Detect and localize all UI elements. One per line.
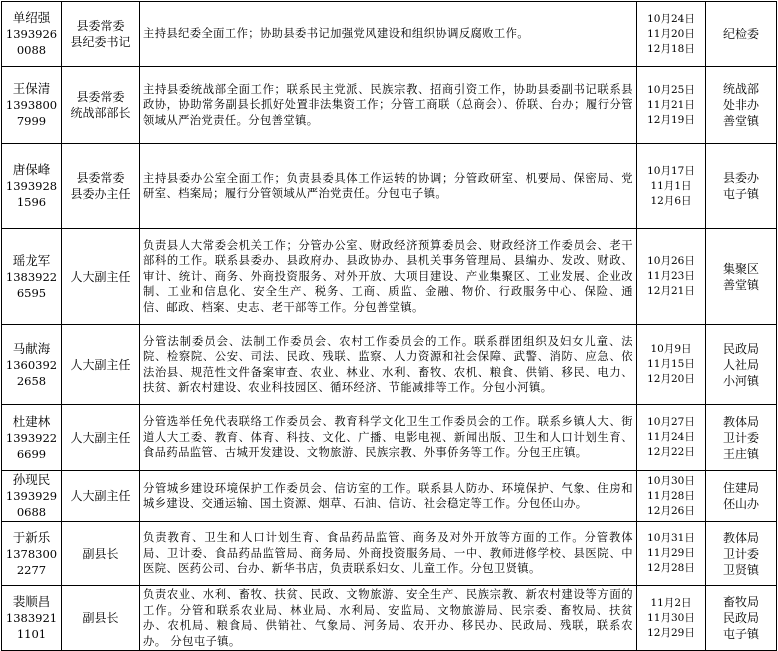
unit-line: 屯子镇: [722, 627, 759, 641]
duty-date: 11月29日: [647, 547, 695, 559]
official-name-cell: [2, 586, 62, 651]
unit-cell: [706, 144, 777, 229]
unit-cell: [706, 2, 777, 67]
phone-line-2: 1101: [16, 627, 47, 641]
post-line: 县委办主任: [70, 187, 131, 201]
phone-line-1: 1383922: [5, 269, 58, 284]
duty-date: 10月24日: [647, 12, 695, 25]
official-name-cell: [2, 522, 62, 586]
unit-line: 伾山办: [722, 497, 759, 511]
table-row: [2, 522, 777, 586]
duty-date: 12月19日: [647, 113, 695, 126]
unit-line: 纪检委: [722, 27, 759, 41]
duty-date: 11月2日: [650, 596, 692, 609]
unit-line: 卫贤镇: [722, 562, 759, 577]
unit-cell: [706, 325, 777, 405]
duties-cell: [140, 144, 637, 229]
post-line: 县委常委: [76, 171, 125, 185]
phone-line-1: 1393922: [5, 430, 58, 445]
duty-date: 11月24日: [647, 431, 695, 443]
duty-dates-cell: [637, 325, 706, 405]
official-name-cell: [2, 144, 62, 229]
unit-cell: [706, 67, 777, 144]
duties-cell: [140, 471, 637, 522]
duty-dates-cell: [637, 2, 706, 67]
duties-text: 分管选举任免代表联络工作委员会、教育科学文化卫生工作委员会的工作。联系乡镇人大、街道人大工委、教育、体育、科技、文化、广播、电影电视、新闻出版、卫生和人口计划生育、食品药品监管、古城开发建设、文物旅游、民族宗教、外事侨务等工作。分包王庄镇。: [143, 415, 633, 460]
post-line: 人大副主任: [70, 430, 131, 445]
duties-cell: [140, 325, 637, 405]
duty-date: 12月22日: [647, 446, 695, 458]
post-line: 副县长: [82, 611, 119, 625]
unit-line: 处非办: [722, 98, 759, 112]
unit-line: 民政局: [722, 611, 759, 625]
official-name-cell: [2, 67, 62, 144]
duty-date: 10月17日: [647, 164, 695, 177]
duty-date: 11月21日: [647, 98, 695, 111]
duties-text: 负责教育、卫生和人口计划生育、食品药品监管、商务及对外开放等方面的工作。分管教体局、卫计委、食品药品监管局、商务局、外商投资服务局、一中、教师进修学校、县医院、中医院、医药公司、台办、新华书店，负责联系妇女、儿童工作。分包卫贤镇。: [143, 531, 633, 576]
unit-line: 集聚区: [722, 261, 759, 276]
table-row: [2, 325, 777, 405]
post-line: 人大副主任: [70, 357, 131, 372]
table-row: [2, 2, 777, 67]
post-cell: [62, 2, 140, 67]
phone-line-2: 7999: [16, 114, 47, 128]
table-row: [2, 471, 777, 522]
table-row: [2, 144, 777, 229]
official-name: 瑶龙军: [12, 252, 51, 268]
unit-line: 卫计委: [722, 546, 759, 561]
unit-cell: [706, 586, 777, 651]
unit-line: 县委办: [722, 171, 759, 185]
official-name-cell: [2, 471, 62, 522]
unit-line: 教体局: [722, 530, 759, 545]
table-row: [2, 586, 777, 651]
phone-line-2: 2658: [16, 373, 47, 388]
duty-date: 11月23日: [647, 270, 695, 282]
phone-line-2: 6699: [16, 446, 47, 461]
official-name: 唐保峰: [12, 162, 51, 177]
duties-text: 分管法制委员会、法制工作委员会、农村工作委员会的工作。联系群团组织及妇女儿童、法院、检察院、公安、司法、民政、残联、监察、人力资源和社会保障、武警、消防、应急、依法治县、规范性文件备案审查、农业、林业、水利、畜牧、农机、粮食、供销、移民、电力、扶贫、新农村建设、农业科技园区、循环经济、节能减排等工作。分包小河镇。: [143, 334, 633, 394]
phone-line-2: 0688: [16, 505, 47, 519]
duties-cell: [140, 67, 637, 144]
post-cell: [62, 229, 140, 325]
duty-date: 10月31日: [647, 532, 695, 544]
unit-line: 统战部: [722, 82, 759, 96]
duty-date: 12月18日: [647, 42, 695, 55]
unit-line: 屯子镇: [722, 187, 759, 201]
duty-dates-cell: [637, 471, 706, 522]
official-name: 杜建林: [12, 413, 51, 429]
duty-date: 11月30日: [647, 611, 695, 624]
duty-roster-body: [2, 2, 777, 651]
duty-date: 10月25日: [647, 83, 695, 96]
post-line: 县委常委: [76, 19, 125, 33]
duty-date: 11月28日: [647, 489, 695, 502]
duty-dates-cell: [637, 405, 706, 471]
duties-text: 主持县委统战部全面工作；联系民主党派、民族宗教、招商引资工作，协助县委副书记联系县政协，协助常务副县长抓好处置非法集资工作；分管工商联（总商会）、侨联、台办；履行分管领域从严治党责任。分包善堂镇。: [143, 82, 633, 127]
unit-line: 善堂镇: [722, 277, 759, 292]
phone-line-2: 0088: [16, 43, 47, 57]
post-line: 统战部部长: [70, 106, 131, 120]
duty-dates-cell: [637, 586, 706, 651]
phone-line-1: 1393926: [5, 27, 58, 41]
phone-line-1: 1393800: [5, 98, 58, 112]
unit-cell: [706, 405, 777, 471]
phone-line-1: 1393929: [5, 489, 58, 503]
duty-date: 12月6日: [650, 194, 692, 207]
duties-cell: [140, 586, 637, 651]
unit-cell: [706, 522, 777, 586]
duties-cell: [140, 2, 637, 67]
phone-line-2: 1596: [16, 195, 47, 209]
phone-line-1: 1360392: [5, 357, 58, 372]
duties-cell: [140, 522, 637, 586]
official-name: 王保清: [12, 81, 51, 96]
duty-dates-cell: [637, 67, 706, 144]
post-line: 人大副主任: [70, 489, 131, 503]
official-name-cell: [2, 325, 62, 405]
duty-date: 12月20日: [647, 373, 695, 385]
phone-line-2: 2277: [16, 562, 47, 577]
phone-line-1: 1393928: [5, 179, 58, 193]
post-line: 人大副主任: [70, 269, 131, 284]
duty-date: 12月28日: [647, 562, 695, 574]
duties-cell: [140, 229, 637, 325]
duty-date: 10月30日: [647, 474, 695, 487]
unit-cell: [706, 229, 777, 325]
duty-dates-cell: [637, 144, 706, 229]
duties-text: 负责农业、水利、畜牧、扶贫、民政、文物旅游、安全生产、民族宗教、新农村建设等方面的工作。分管和联系农业局、林业局、水利局、安监局、文物旅游局、民宗委、畜牧局、扶贫办、农机局、粮食局、供销社、气象局、河务局、农开办、移民办、民政局、残联，联系农办。 分包屯子镇。: [143, 588, 633, 648]
duty-roster-table: [1, 1, 777, 651]
duty-date: 11月15日: [647, 358, 695, 370]
duty-date: 12月21日: [647, 285, 695, 297]
table-row: [2, 67, 777, 144]
post-cell: [62, 144, 140, 229]
official-name: 于新乐: [12, 529, 51, 545]
duty-date: 10月9日: [650, 343, 692, 355]
duty-date: 12月29日: [647, 626, 695, 639]
unit-line: 小河镇: [722, 373, 759, 388]
official-name: 孙现民: [12, 472, 51, 487]
duty-date: 11月20日: [647, 27, 695, 40]
duty-date: 11月1日: [650, 179, 692, 192]
post-line: 副县长: [82, 546, 119, 561]
table-row: [2, 229, 777, 325]
unit-cell: [706, 471, 777, 522]
duty-date: 10月27日: [647, 416, 695, 428]
duties-text: 分管城乡建设环境保护工作委员会、信访室的工作。联系县人防办、环境保护、气象、住房和城乡建设、交通运输、国土资源、烟草、石油、信访、社会稳定等工作。分包伾山办。: [143, 481, 633, 510]
unit-line: 善堂镇: [722, 114, 759, 128]
post-cell: [62, 586, 140, 651]
duties-text: 主持县委办公室全面工作；负责县委具体工作运转的协调；分管政研室、机要局、保密局、党研室、档案局；履行分管领域从严治党责任。分包屯子镇。: [143, 171, 633, 200]
post-line: 县委常委: [76, 90, 125, 104]
unit-line: 人社局: [722, 357, 759, 372]
official-name: 裴顺昌: [12, 594, 51, 609]
phone-line-2: 6595: [16, 285, 47, 300]
duties-cell: [140, 405, 637, 471]
duties-text: 负责县人大常委会机关工作；分管办公室、财政经济预算委员会、财政经济工作委员会、老干部科的工作。联系县委办、县政府办、县政协办、县机关事务管理局、县编办、发改、财政、审计、统计、商务、外商投资服务、对外开放、大项目建设、产业集聚区、工业发展、企业改制、工业和信息化、安全生产、税务、工商、质监、金融、物价、行政服务中心、保险、通信、邮政、档案、史志、老干部等工作。分包善堂镇。: [143, 238, 633, 314]
post-line: 县纪委书记: [70, 35, 131, 49]
unit-line: 王庄镇: [722, 446, 759, 461]
unit-line: 卫计委: [722, 430, 759, 445]
duty-date: 12月26日: [647, 504, 695, 517]
unit-line: 畜牧局: [722, 595, 759, 609]
unit-line: 民政局: [722, 341, 759, 356]
phone-line-1: 1383921: [5, 611, 58, 625]
official-name: 马献海: [12, 340, 51, 356]
post-cell: [62, 325, 140, 405]
table-row: [2, 405, 777, 471]
unit-line: 教体局: [722, 414, 759, 429]
official-name-cell: [2, 405, 62, 471]
duty-dates-cell: [637, 522, 706, 586]
duty-dates-cell: [637, 229, 706, 325]
official-name-cell: [2, 229, 62, 325]
official-name-cell: [2, 2, 62, 67]
official-name: 单绍强: [12, 10, 51, 25]
unit-line: 住建局: [722, 481, 759, 495]
duty-date: 10月26日: [647, 255, 695, 267]
post-cell: [62, 67, 140, 144]
duties-text: 主持县纪委全面工作；协助县委书记加强党风建设和组织协调反腐败工作。: [143, 27, 530, 41]
phone-line-1: 1378300: [5, 546, 58, 561]
post-cell: [62, 522, 140, 586]
post-cell: [62, 471, 140, 522]
post-cell: [62, 405, 140, 471]
